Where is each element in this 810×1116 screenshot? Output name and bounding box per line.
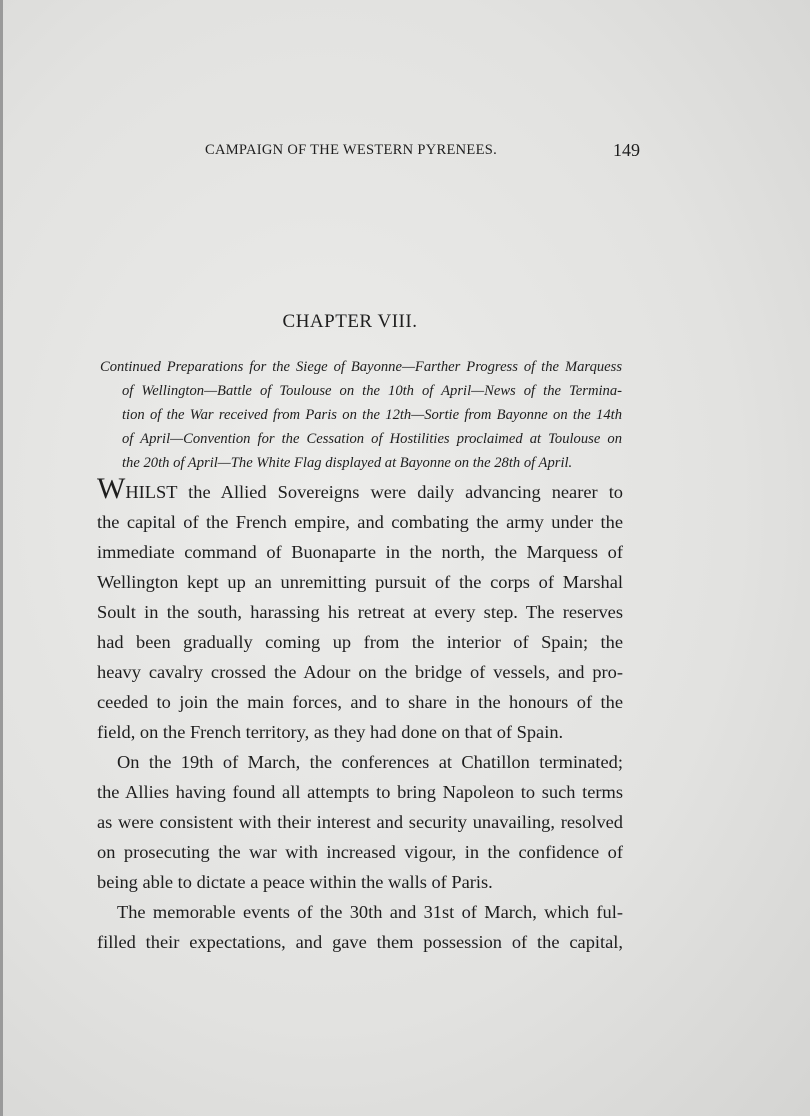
body-line — [97, 472, 623, 507]
page-header — [205, 142, 640, 166]
body-line: being able to dictate a peace within the walls of Paris. — [97, 872, 493, 892]
body-line: the Allies having found all attempts to bring Napoleon to such terms — [97, 782, 623, 802]
body-line: filled their expectations, and gave them possession of the capital, — [97, 932, 623, 952]
chapter-title: CHAPTER VIII. — [282, 311, 418, 332]
body-line: on prosecuting the war with increased vigour, in the confidence of — [97, 842, 623, 862]
summary-line: of Wellington—Battle of Toulouse on the 10th of April—News of the Termina- — [122, 383, 622, 399]
page-edge — [0, 0, 3, 1116]
body-line: had been gradually coming up from the interior of Spain; the — [97, 632, 623, 652]
summary-line: tion of the War received from Paris on the 12th—Sortie from Bayonne on the 14th — [122, 407, 622, 423]
body-line: The memorable events of the 30th and 31st of March, which ful- — [117, 902, 623, 922]
body-line: the capital of the French empire, and combating the army under the — [97, 512, 623, 532]
body-line: heavy cavalry crossed the Adour on the bridge of vessels, and pro- — [97, 662, 623, 682]
running-title: CAMPAIGN OF THE WESTERN PYRENEES. — [205, 142, 498, 158]
body-line-text: HILST the Allied Sovereigns were daily advancing nearer to — [125, 482, 623, 502]
summary-line: the 20th of April—The White Flag displayed at Bayonne on the 28th of April. — [122, 455, 573, 471]
chapter-summary — [100, 355, 622, 475]
body-text — [97, 472, 623, 957]
body-line: On the 19th of March, the conferences at Chatillon terminated; — [117, 752, 623, 772]
drop-cap: W — [97, 472, 126, 505]
body-line: Soult in the south, harassing his retreat at every step. The reserves — [97, 602, 623, 622]
body-line: Wellington kept up an unremitting pursuit of the corps of Marshal — [97, 572, 623, 592]
page-number: 149 — [613, 140, 640, 160]
summary-line: of April—Convention for the Cessation of Hostilities proclaimed at Toulouse on — [122, 431, 622, 447]
body-line: ceeded to join the main forces, and to share in the honours of the — [97, 692, 623, 712]
body-line: immediate command of Buonaparte in the north, the Marquess of — [97, 542, 623, 562]
body-line: field, on the French territory, as they had done on that of Spain. — [97, 722, 564, 742]
summary-line: Continued Preparations for the Siege of Bayonne—Farther Progress of the Marquess — [100, 359, 622, 375]
body-line: as were consistent with their interest and security unavailing, resolved — [97, 812, 623, 832]
